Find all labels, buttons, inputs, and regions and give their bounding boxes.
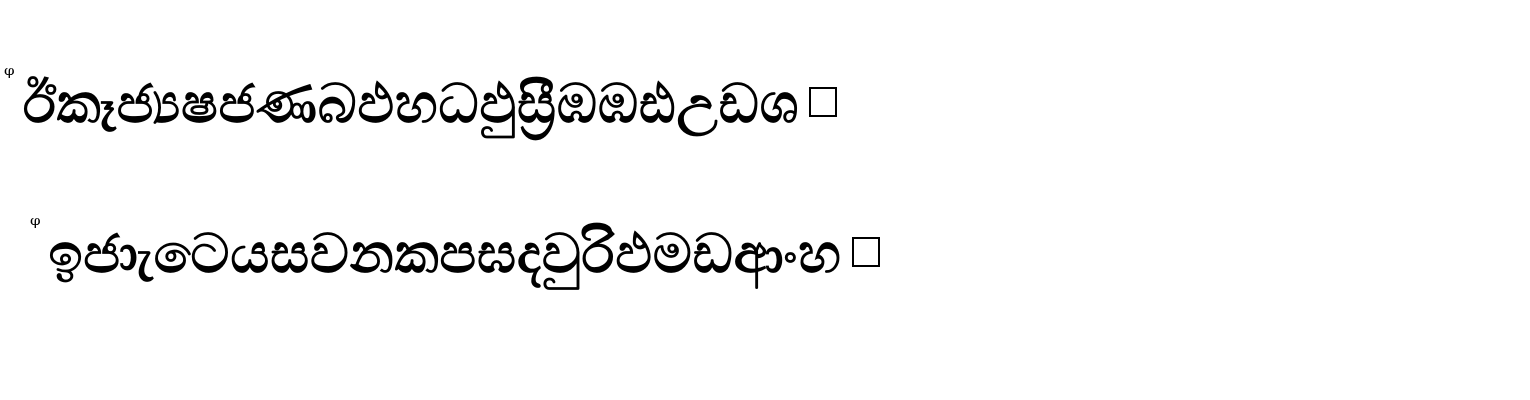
sinhala-glyph-text-1: ඊකෑජ්‍යෂජණබඵහධඵුස්‍රීඹඹඪඋඩශ: [22, 71, 800, 135]
glyph-line-2: [30, 198, 1150, 308]
line-marker-2: ᵠ: [30, 211, 41, 239]
missing-glyph-box-icon: [852, 237, 882, 269]
line-marker-1: ᵠ: [4, 61, 15, 89]
sinhala-glyph-text-2: ඉජාැටෙයසවනකපඝදවුරිඵමඩආංහ: [48, 221, 842, 285]
glyph-line-1: [4, 48, 1174, 158]
missing-glyph-box-icon: [809, 87, 839, 119]
